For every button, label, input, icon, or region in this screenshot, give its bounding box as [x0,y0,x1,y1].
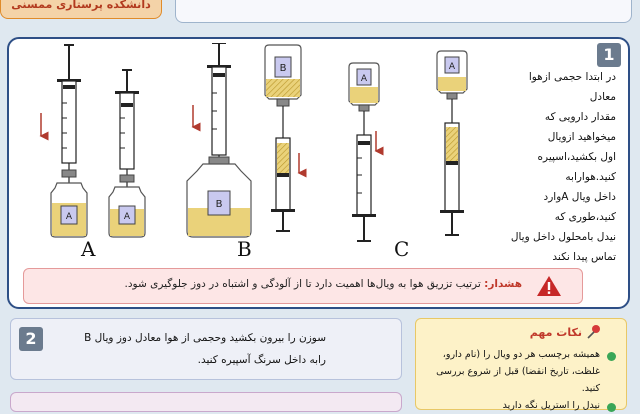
step2-text [26,327,326,371]
faculty-tag-label: دانشکده پرستاری ممسنی [11,0,151,11]
step1-line: کنید.هوارابه [565,171,616,183]
vial-b-inverted [265,45,301,106]
step1-line: تماس پیدا نکند [552,251,616,263]
vial-label-c1: A [360,74,368,84]
step3-panel [10,392,402,412]
tips-title: نکات مهم [529,326,582,339]
warning-message: ترتیب تزریق هوا به ویال‌ها اهمیت دارد تا از آلودگی و اشتباه در دوز جلوگیری شود. [124,278,481,290]
vial-label-c2: A [448,62,456,72]
step2-line-1: سوزن را بیرون بکشید وحجمی از هوا معادل دوز ویال B [84,332,326,344]
step1-line: معادل [589,91,616,103]
tip-item: نیدل را استریل نگه دارید [502,400,600,411]
figure-label-a: A [81,237,96,261]
faculty-tag [0,0,162,19]
step2-panel [10,318,402,380]
vial-c2 [437,51,467,99]
step1-line: مقدار دارویی که [544,111,616,123]
syringe-a1 [57,45,81,203]
vial-label-a1: A [65,212,73,222]
syringe-c1 [352,111,376,241]
step2-line-2: رابه داخل سرنگ آسپیره کنید. [197,354,326,366]
warning-box [23,268,583,304]
warning-text [125,278,522,290]
top-panel [175,0,632,23]
figure-label-c: C [394,237,410,261]
pushpin-icon [586,324,602,340]
tip-item: همیشه برچسب هر دو ویال را (نام دارو، غلظت، تاریخ انقضا) قبل از شروع بررسی کنید. [436,349,600,394]
warning-prefix: هشدار: [484,278,522,290]
step1-line: میخواهید ازویال [547,131,616,143]
warning-icon [536,275,562,297]
vial-label-b2: B [279,63,287,74]
syringe-b2 [271,106,295,231]
tips-panel [415,318,627,410]
syringe-a2 [115,70,139,203]
check-icon [607,403,616,412]
step2-badge: 2 [19,327,43,351]
step1-line: اول بکشید،اسپیره [537,151,616,163]
step1-line: نیدل بامحلول داخل ویال [510,231,616,243]
vial-b-large [187,157,251,237]
vial-label-a2: A [123,212,131,222]
vial-c1 [349,63,379,111]
step1-badge: 1 [597,43,621,67]
syringe-c2 [440,99,464,235]
figure-label-b: B [237,237,252,261]
step1-line: کنید،طوری که [554,211,616,223]
check-icon [607,352,616,361]
step1-line: در ابتدا حجمی ازهوا [528,71,616,83]
step1-instructions [496,67,616,267]
vial-label-b1: B [215,199,223,210]
step1-line: داخل ویال Aوارد [543,191,616,203]
